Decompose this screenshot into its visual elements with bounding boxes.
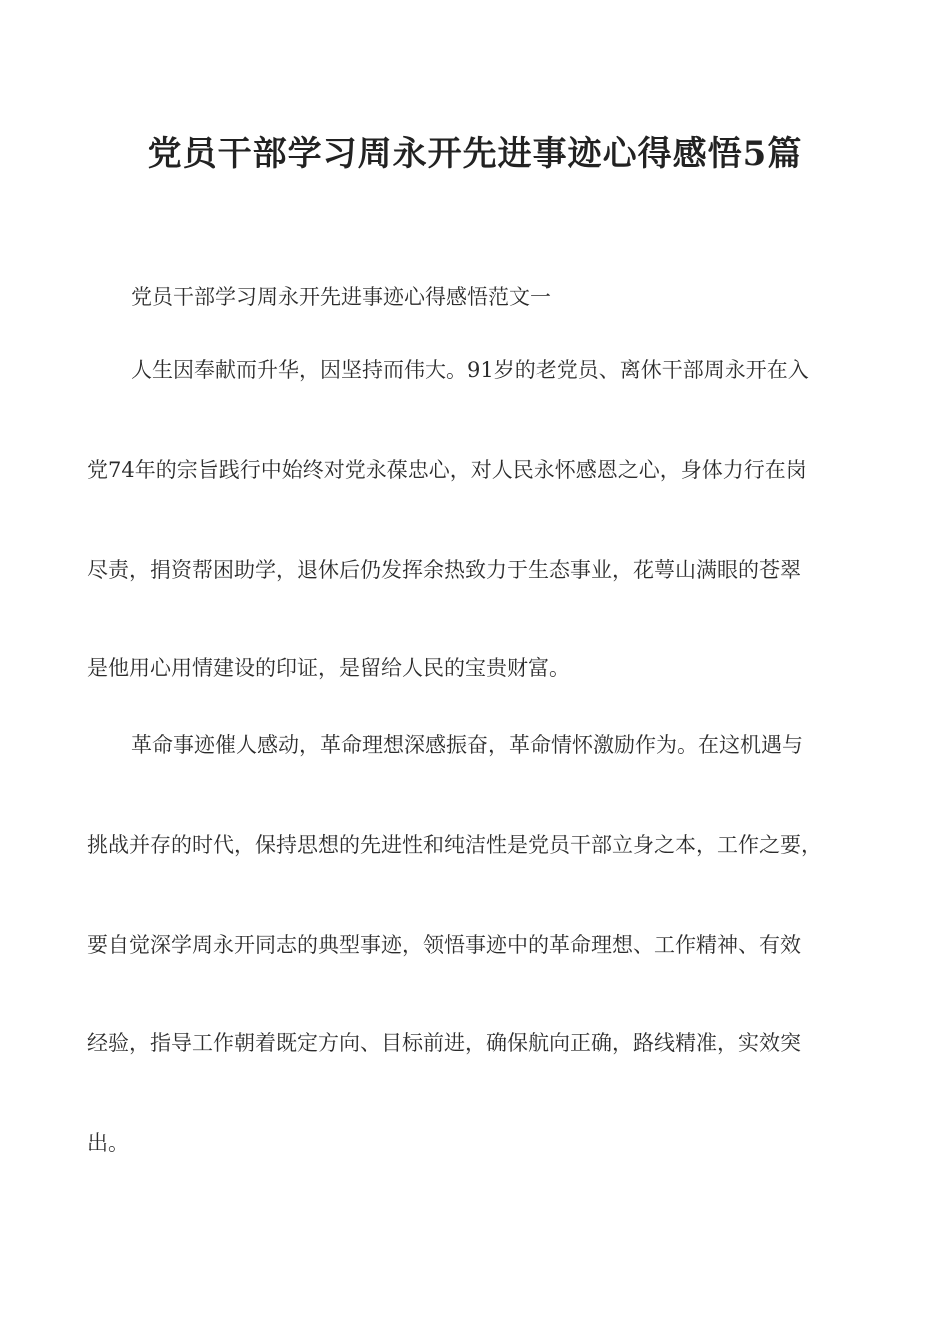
paragraph-line: 尽责，捐资帮困助学，退休后仍发挥余热致力于生态事业，花萼山满眼的苍翠 <box>87 558 801 582</box>
paragraph-line: 革命事迹催人感动，革命理想深感振奋，革命情怀激励作为。在这机遇与 <box>131 733 803 757</box>
paragraph-line: 经验，指导工作朝着既定方向、目标前进，确保航向正确，路线精准，实效突 <box>87 1031 801 1055</box>
paragraph-line: 是他用心用情建设的印证，是留给人民的宝贵财富。 <box>87 656 570 680</box>
document-title: 党员干部学习周永开先进事迹心得感悟5篇 <box>147 134 803 174</box>
paragraph-line: 人生因奉献而升华，因坚持而伟大。91岁的老党员、离休干部周永开在入 <box>131 358 809 382</box>
paragraph-line: 要自觉深学周永开同志的典型事迹，领悟事迹中的革命理想、工作精神、有效 <box>87 933 801 957</box>
section-heading: 党员干部学习周永开先进事迹心得感悟范文一 <box>131 285 551 309</box>
paragraph-line: 出。 <box>87 1131 129 1155</box>
paragraph-line: 挑战并存的时代，保持思想的先进性和纯洁性是党员干部立身之本，工作之要， <box>87 833 822 857</box>
paragraph-line: 党74年的宗旨践行中始终对党永葆忠心，对人民永怀感恩之心，身体力行在岗 <box>87 458 807 482</box>
